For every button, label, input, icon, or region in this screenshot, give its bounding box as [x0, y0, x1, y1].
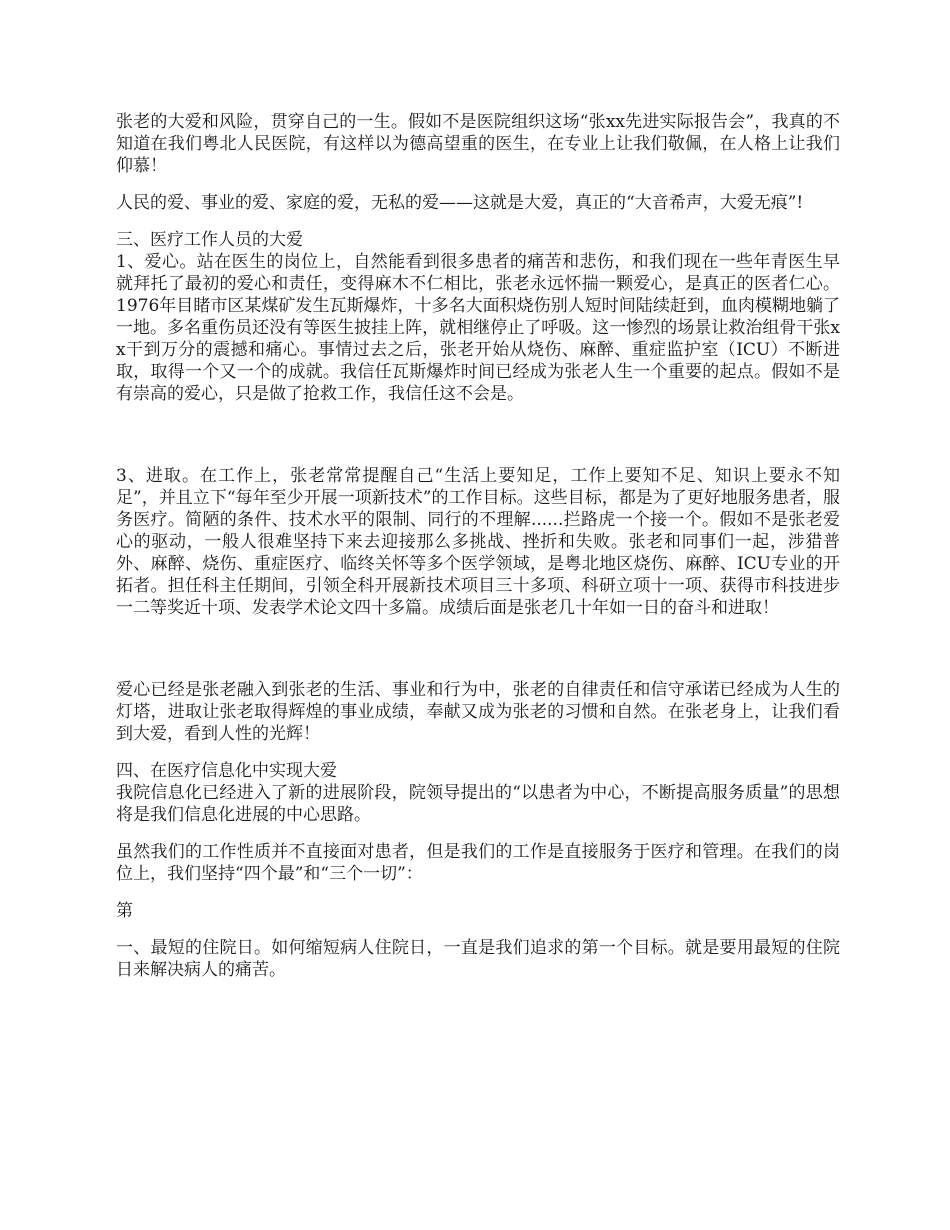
section-heading-3: 三、医疗工作人员的大爱: [116, 230, 303, 250]
paragraph-shortest-stay: 一、最短的住院日。如何缩短病人住院日，一直是我们追求的第一个目标。就是要用最短的住院日来解决病人的痛苦。: [116, 938, 840, 980]
document-page: [116, 111, 840, 981]
paragraph-love: 1、爱心。站在医生的岗位上，自然能看到很多患者的痛苦和悲伤，和我们现在一些年青医生早就拜托了最初的爱心和责任，变得麻木不仁相比，张老永远怀揣一颗爱心，是真正的医者仁心。1976年目睹市区某煤矿发生瓦斯爆炸，十多名大面积烧伤别人短时间陆续赶到，血肉模糊地躺了一地。多名重伤员还没有等医生披挂上阵，就相继停止了呼吸。这一惨烈的场景让救治组骨干张xx干到万分的震撼和痛心。事情过去之后，张老开始从烧伤、麻醉、重症监护室（ICU）不断进取，取得一个又一个的成就。我信任瓦斯爆炸时间已经成为张老人生一个重要的起点。假如不是有崇高的爱心，只是做了抢救工作，我信任这不会是。: [116, 252, 840, 404]
paragraph-informatization: 我院信息化已经进入了新的进展阶段，院领导提出的“以患者为中心，不断提高服务质量”的思想将是我们信息化进展的中心思路。: [116, 783, 840, 825]
paragraph-great-love: 人民的爱、事业的爱、家庭的爱，无私的爱——这就是大爱，真正的“大音希声，大爱无痕”!: [116, 193, 804, 213]
paragraph-progress: 3、进取。在工作上，张老常常提醒自己“生活上要知足，工作上要知不足、知识上要永不知足”，并且立下“每年至少开展一项新技术”的工作目标。这些目标，都是为了更好地服务患者，服务医疗。简陋的条件、技术水平的限制、同行的不理解......拦路虎一个接一个。假如不是张老爱心的驱动，一般人很难坚持下来去迎接那么多挑战、挫折和失败。张老和同事们一起，涉猎普外、麻醉、烧伤、重症医疗、临终关怀等多个医学领域，是粤北地区烧伤、麻醉、ICU专业的开拓者。担任科主任期间，引领全科开展新技术项目三十多项、科研立项十一项、获得市科技进步一二等奖近十项、发表学术论文四十多篇。成绩后面是张老几十年如一日的奋斗和进取！: [116, 466, 840, 618]
paragraph-first: 第: [116, 901, 133, 921]
section-heading-4: 四、在医疗信息化中实现大爱: [116, 761, 337, 781]
paragraph-our-work: 虽然我们的工作性质并不直接面对患者，但是我们的工作是直接服务于医疗和管理。在我们的岗位上，我们坚持“四个最”和“三个一切”：: [116, 842, 840, 884]
paragraph-summary: 爱心已经是张老融入到张老的生活、事业和行为中，张老的自律责任和信守承诺已经成为人生的灯塔，进取让张老取得辉煌的事业成绩，奉献又成为张老的习惯和自然。在张老身上，让我们看到大爱，看到人性的光辉！: [116, 680, 840, 744]
paragraph-intro: 张老的大爱和风险，贯穿自己的一生。假如不是医院组织这场“张xx先进实际报告会”，我真的不知道在我们粤北人民医院，有这样以为德高望重的医生，在专业上让我们敬佩，在人格上让我们仰慕！: [116, 112, 840, 176]
